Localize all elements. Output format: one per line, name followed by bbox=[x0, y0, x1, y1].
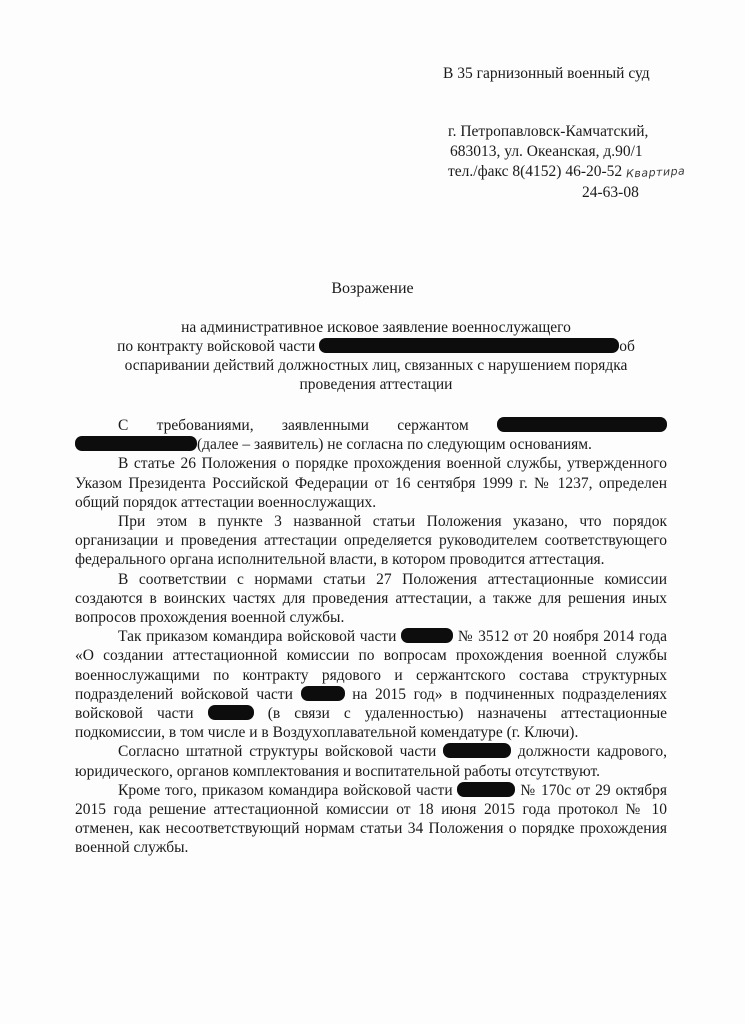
redaction-block bbox=[401, 628, 453, 643]
document-title: Возражение bbox=[331, 280, 414, 297]
p1-text-a: С требованиями, заявленными сержантом bbox=[118, 417, 469, 434]
paragraph-7 bbox=[75, 781, 667, 858]
redaction-block bbox=[301, 686, 345, 701]
p5-text-b: № 3512 от 20 ноября 2014 года «О создании аттестационной комиссии по вопросам прохождения военной службы военнослужащими по контракту рядового и сержантского состава структурных подразделений войсковой части bbox=[75, 628, 668, 703]
redaction-block bbox=[457, 782, 515, 797]
paragraph-3: При этом в пункте 3 названной статьи Положения указано, что порядок организации и проведения аттестации определяется руководителем соответствующего федерального органа исполнительной власти, в котором проводится аттестация. bbox=[75, 513, 667, 569]
p5-text-a: Так приказом командира войсковой части bbox=[118, 628, 397, 646]
handwritten-note: Квартира bbox=[625, 164, 686, 181]
p1-text-b: (далее – заявитель) не согласна по следующим основаниям. bbox=[197, 436, 592, 454]
paragraph-1 bbox=[75, 416, 667, 454]
document-subtitle bbox=[95, 318, 657, 394]
document-body bbox=[75, 416, 667, 858]
address-city: г. Петропавловск-Камчатский, bbox=[448, 123, 649, 140]
addressee-address bbox=[448, 122, 685, 203]
paragraph-6 bbox=[75, 742, 667, 780]
p5-text-c: на 2015 год» в подчиненных подразделениях войсковой части bbox=[75, 685, 668, 723]
subtitle-line-2-b: об bbox=[619, 338, 635, 355]
p5-text-d: (в связи с удаленностью) назначены аттестационные подкомиссии, в том числе и в Воздухоплавательной комендатуре (г. Ключи). bbox=[75, 705, 667, 742]
redaction-block bbox=[75, 436, 197, 451]
redaction-block bbox=[319, 338, 619, 353]
address-phone-line bbox=[448, 162, 685, 183]
subtitle-line-1: на административное исковое заявление военнослужащего bbox=[181, 319, 571, 336]
redaction-block bbox=[443, 743, 511, 758]
redaction-block bbox=[208, 705, 254, 720]
subtitle-line-3: оспаривании действий должностных лиц, связанных с нарушением порядка bbox=[124, 357, 628, 374]
p6-text-a: Согласно штатной структуры войсковой части bbox=[118, 743, 437, 761]
addressee-court: В 35 гарнизонный военный суд bbox=[443, 65, 650, 82]
address-street: 683013, ул. Океанская, д.90/1 bbox=[450, 143, 643, 160]
p7-text-b: № 170с от 29 октября 2015 года решение аттестационной комиссии от 18 июня 2015 года протокол № 10 отменен, как несоответствующий нормам статьи 34 Положения о порядке прохождения военной службы. bbox=[75, 781, 668, 857]
redaction-block bbox=[497, 417, 667, 432]
p6-text-b: должности кадрового, юридического, органов комплектования и воспитательной работы отсутствуют. bbox=[75, 743, 667, 780]
subtitle-line-4: проведения аттестации bbox=[299, 376, 453, 393]
subtitle-line-2 bbox=[95, 337, 657, 356]
address-phone: тел./факс 8(4152) 46-20-52 bbox=[448, 163, 623, 180]
address-phone2: 24-63-08 bbox=[582, 184, 639, 201]
paragraph-4: В соответствии с нормами статьи 27 Положения аттестационные комиссии создаются в воинских частях для проведения аттестации, а также для решения иных вопросов прохождения военной службы. bbox=[75, 570, 667, 627]
paragraph-2: В статье 26 Положения о порядке прохождения военной службы, утвержденного Указом Президента Российской Федерации от 16 сентября 1999 г. № 1237, определен общий порядок аттестации военнослужащих. bbox=[75, 455, 667, 511]
subtitle-line-2-a: по контракту войсковой части bbox=[117, 338, 316, 355]
p7-text-a: Кроме того, приказом командира войсковой части bbox=[118, 781, 453, 799]
paragraph-5 bbox=[75, 627, 667, 742]
